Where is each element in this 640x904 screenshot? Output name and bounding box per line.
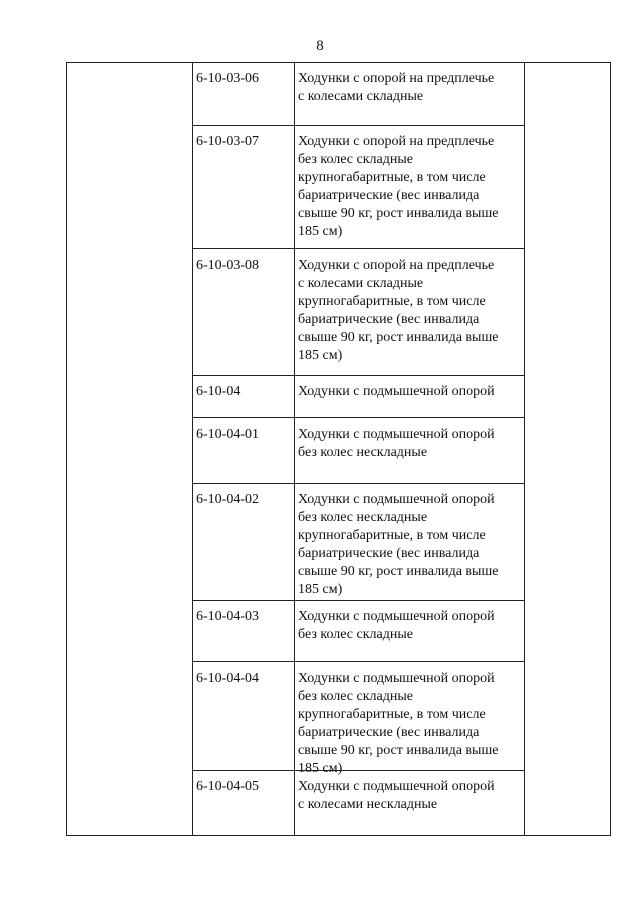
row-name-line: с колесами нескладные <box>298 797 438 812</box>
row-name-line: 185 см) <box>298 582 343 597</box>
row-code: 6-10-04-03 <box>196 609 259 624</box>
row-name-line: без колес складные <box>298 689 413 704</box>
row-separator <box>192 375 525 376</box>
row-code: 6-10-04-01 <box>196 427 259 442</box>
row-name-line: Ходунки с подмышечной опорой <box>298 427 495 442</box>
column-divider-1 <box>192 62 193 836</box>
row-name-line: Ходунки с опорой на предплечье <box>298 71 495 86</box>
row-name <box>298 491 526 599</box>
row-name-line: Ходунки с подмышечной опорой <box>298 671 495 686</box>
table-border-bottom <box>66 835 611 836</box>
document-table <box>66 62 611 836</box>
row-name-line: без колес нескладные <box>298 510 428 525</box>
row-name-line: бариатрические (вес инвалида <box>298 725 480 740</box>
row-name-line: Ходунки с подмышечной опорой <box>298 779 495 794</box>
row-name-line: Ходунки с подмышечной опорой <box>298 384 495 399</box>
row-separator <box>192 125 525 126</box>
row-name-line: 185 см) <box>298 761 343 776</box>
row-name-line: свыше 90 кг, рост инвалида выше <box>298 330 499 345</box>
row-name <box>298 133 526 241</box>
row-name <box>298 608 526 644</box>
row-separator <box>192 483 525 484</box>
row-name <box>298 426 526 462</box>
row-name-line: бариатрические (вес инвалида <box>298 546 480 561</box>
row-name-line: крупногабаритные, в том числе <box>298 170 486 185</box>
row-name-line: без колес складные <box>298 627 413 642</box>
row-name <box>298 670 526 778</box>
row-code: 6-10-04 <box>196 384 241 399</box>
row-code: 6-10-03-08 <box>196 258 259 273</box>
row-code: 6-10-04-02 <box>196 492 259 507</box>
row-name <box>298 778 526 814</box>
row-name-line: Ходунки с опорой на предплечье <box>298 134 495 149</box>
table-border-left <box>66 62 67 836</box>
row-separator <box>192 600 525 601</box>
row-name-line: свыше 90 кг, рост инвалида выше <box>298 743 499 758</box>
row-name-line: свыше 90 кг, рост инвалида выше <box>298 564 499 579</box>
row-name-line: с колесами складные <box>298 276 424 291</box>
row-name-line: Ходунки с подмышечной опорой <box>298 609 495 624</box>
row-name-line: крупногабаритные, в том числе <box>298 707 486 722</box>
row-name-line: Ходунки с опорой на предплечье <box>298 258 495 273</box>
page-number: 8 <box>316 38 324 54</box>
row-code: 6-10-04-04 <box>196 671 259 686</box>
row-name-line: бариатрические (вес инвалида <box>298 312 480 327</box>
row-name-line: крупногабаритные, в том числе <box>298 528 486 543</box>
row-separator <box>192 661 525 662</box>
row-separator <box>192 248 525 249</box>
row-name-line: без колес складные <box>298 152 413 167</box>
row-name-line: 185 см) <box>298 348 343 363</box>
row-name-line: бариатрические (вес инвалида <box>298 188 480 203</box>
row-name-line: свыше 90 кг, рост инвалида выше <box>298 206 499 221</box>
row-name <box>298 383 526 401</box>
row-name-line: 185 см) <box>298 224 343 239</box>
row-code: 6-10-03-06 <box>196 71 259 86</box>
row-code: 6-10-04-05 <box>196 779 259 794</box>
row-name-line: крупногабаритные, в том числе <box>298 294 486 309</box>
row-code: 6-10-03-07 <box>196 134 259 149</box>
row-name-line: Ходунки с подмышечной опорой <box>298 492 495 507</box>
row-name-line: с колесами складные <box>298 89 424 104</box>
row-separator <box>192 417 525 418</box>
row-name <box>298 70 526 106</box>
column-divider-2 <box>294 62 295 836</box>
table-border-right <box>610 62 611 836</box>
row-name <box>298 257 526 365</box>
row-name-line: без колес нескладные <box>298 445 428 460</box>
table-border-top <box>66 62 611 63</box>
